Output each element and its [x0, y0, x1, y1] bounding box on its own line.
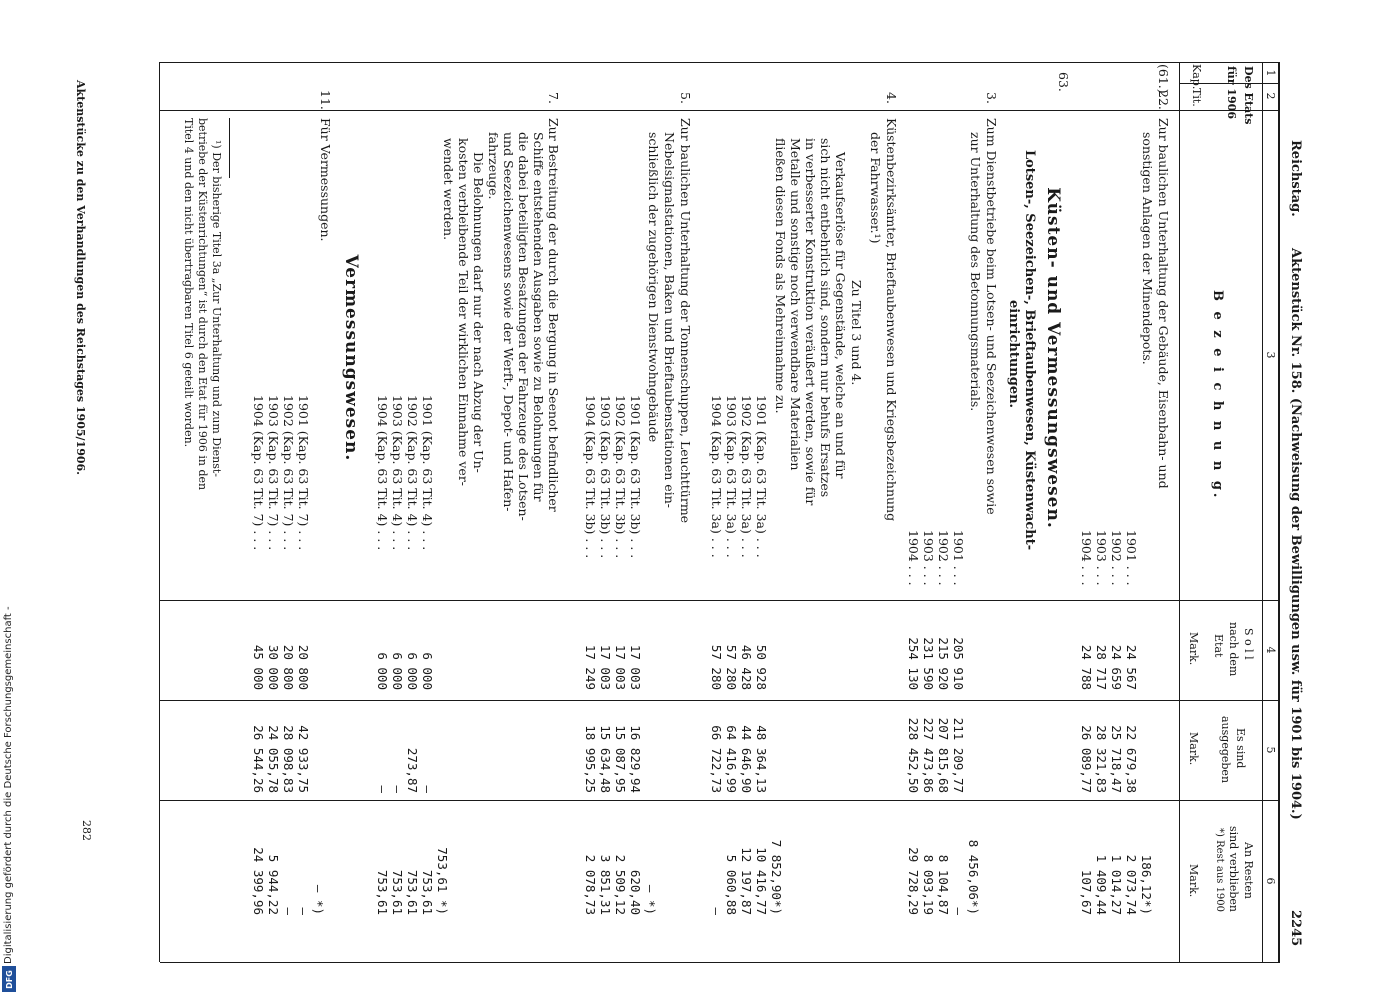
col3-rule	[160, 600, 1280, 601]
b7-text-2: Schiffe entstehenden Ausgaben sowie zu Belohnungen für	[531, 132, 546, 502]
digitization-note: Digitalisierung gefördert durch die Deutsche Forschungsgemeinschaft -	[3, 606, 14, 964]
b4-year-1902: 1902 (Kap. 63 Tit. 3a) . . .	[739, 395, 754, 558]
b11-ausgegeben-1904: 26 544,26	[251, 725, 266, 793]
b3-year-1904: 1904 . . .	[906, 530, 921, 586]
b7-text-1: Zur Bestreitung der durch die Bergung in Seenot befindlicher	[546, 118, 561, 512]
b11-soll-1901: 20 800	[296, 644, 311, 690]
b7-soll-1901: 6 000	[420, 652, 435, 690]
b7-ausgegeben-1901: —	[420, 785, 435, 793]
b4-year-1901: 1901 (Kap. 63 Tit. 3a) . . .	[754, 395, 769, 558]
b11-ausgegeben-1901: 42 933,75	[296, 725, 311, 793]
header-etat-1: Des Etats	[1242, 66, 1255, 125]
b3-rest-total: 29 728,29	[906, 847, 921, 915]
tit-22: 22.	[1156, 90, 1171, 110]
footnote-line-3: Titel 4 und den nicht übertragbaren Titel 6 geteilt worden.	[182, 118, 195, 448]
b5-soll-1903: 17 003	[598, 644, 613, 690]
b4-rest-1903: 12 197,87	[739, 847, 754, 915]
header-etat-2: für 1906	[1225, 66, 1238, 119]
b5-year-1902: 1902 (Kap. 63 Tit. 3b) . . .	[613, 395, 628, 559]
b4-note-3: in verbesserter Konstruktion veräußert werden, sowie für	[803, 138, 818, 506]
b4-note-2: sich nicht entbehrlich sind, sondern nur behufs Ersatzes	[818, 138, 833, 498]
b5-ausgegeben-1904: 18 995,25	[583, 725, 598, 793]
b7-rest-1901: 753,61 *)	[435, 847, 450, 915]
col4-rule	[160, 700, 1280, 701]
section-kuesten-title: Küsten- und Vermessungswesen.	[1043, 187, 1063, 529]
b4-rest-1902: 10 416,77	[754, 847, 769, 915]
b7-text-3: die dabei beteiligten Besatzungen der Fahrzeuge des Lotsen-	[516, 132, 531, 521]
b22-rest-1903: 1 014,27	[1109, 854, 1124, 915]
b3-ausgegeben-1902: 207 815,68	[936, 717, 951, 793]
b4-text-2: der Fahrwasser.¹)	[868, 132, 883, 244]
header-bezeichnung: B e z e i c h n u n g.	[1210, 290, 1225, 501]
header-reste-unit: Mark.	[1187, 864, 1200, 898]
section-kuesten-sub-2: einrichtungen.	[1006, 300, 1021, 409]
bottom-line: Aktenstücke zu den Verhandlungen des Reichstages 1905/1906.	[74, 80, 87, 475]
b5-year-1903: 1903 (Kap. 63 Tit. 3b) . . .	[598, 395, 613, 559]
header-ausgegeben-1: Es sind	[1234, 728, 1247, 769]
b22-rest-total: 107,67	[1079, 869, 1094, 915]
b3-rest-1904: 8 093,19	[921, 854, 936, 915]
b11-rest-1903: —	[281, 907, 296, 915]
b3-text-2: zur Unterhaltung des Betonnungsmaterials.	[968, 132, 983, 412]
b22-year-1901: 1901 . . .	[1124, 530, 1139, 586]
b22-text-2: sonstigen Anlagen der Minendepots.	[1140, 132, 1155, 365]
b3-ausgegeben-1904: 228 452,50	[906, 717, 921, 793]
column-number-3: 3	[1264, 351, 1277, 359]
tit-7: 7.	[546, 92, 561, 104]
tit-3: 3.	[984, 92, 999, 104]
b22-soll-1901: 24 567	[1124, 644, 1139, 690]
table-top-rule	[1278, 62, 1280, 962]
b7-rest-1903: 753,61	[405, 869, 420, 915]
b7-text-8: wendet werden.	[441, 138, 456, 241]
section-vermessung-title: Vermessungswesen.	[341, 254, 361, 462]
b4-note-4: Metalle und sonstige noch verwendbare Materialien	[788, 138, 803, 471]
header-reste-2: sind verblieben	[1227, 826, 1240, 912]
b22-ausgegeben-1902: 25 718,47	[1109, 725, 1124, 793]
b22-ausgegeben-1901: 22 679,38	[1124, 725, 1139, 793]
b7-text-5: fahrzeuge.	[486, 132, 501, 200]
column-number-2: 2	[1264, 92, 1277, 100]
b4-ausgegeben-1902: 44 646,90	[739, 725, 754, 793]
b7-soll-1902: 6 000	[405, 652, 420, 690]
header-soll-unit: Mark.	[1187, 632, 1200, 666]
b22-ausgegeben-1904: 26 089,77	[1079, 725, 1094, 793]
b3-soll-1903: 231 590	[921, 637, 936, 690]
b11-text-1: Für Vermessungen.	[318, 118, 333, 242]
header-ausgegeben-unit: Mark.	[1187, 732, 1200, 766]
b7-soll-1903: 6 000	[390, 652, 405, 690]
b7-year-1903: 1903 (Kap. 63 Tit. 4) . . .	[390, 395, 405, 551]
b4-year-1903: 1903 (Kap. 63 Tit. 3a) . . .	[724, 395, 739, 558]
b11-year-1903: 1903 (Kap. 63 Tit. 7) . . .	[266, 395, 281, 551]
b7-year-1901: 1901 (Kap. 63 Tit. 4) . . .	[420, 395, 435, 551]
b7-ausgegeben-1902: 273,87	[405, 747, 420, 793]
b11-year-1904: 1904 (Kap. 63 Tit. 7) . . .	[251, 395, 266, 551]
b4-rest-total: —	[709, 907, 724, 915]
b4-year-1904: 1904 (Kap. 63 Tit. 3a) . . .	[709, 395, 724, 558]
column-number-4: 4	[1264, 646, 1277, 654]
b4-soll-1904: 57 280	[709, 644, 724, 690]
col2-rule	[160, 110, 1280, 111]
tit-11: 11.	[318, 90, 333, 110]
b3-rest-1902: —	[951, 907, 966, 915]
b4-note-head: Zu Titel 3 und 4.	[849, 280, 864, 386]
b5-year-1904: 1904 (Kap. 63 Tit. 3b) . . .	[583, 395, 598, 559]
footnote-line-1: ¹) Der bisherige Titel 3a „Zur Unterhaltung und zum Dienst-	[210, 140, 223, 477]
column-number-1: 1	[1264, 69, 1277, 77]
b11-soll-1902: 20 800	[281, 644, 296, 690]
header-soll-1: S o l l	[1242, 628, 1255, 660]
b22-text-1: Zur baulichen Unterhaltung der Gebäude, Eisenbahn- und	[1156, 118, 1171, 489]
header-reste-1: An Resten	[1242, 842, 1255, 899]
section-kuesten-sub-1: Lotsen-, Seezeichen-, Brieftaubenwesen, Küstenwacht-	[1022, 150, 1037, 551]
b7-ausgegeben-1904: —	[375, 785, 390, 793]
b11-year-1901: 1901 (Kap. 63 Tit. 7) . . .	[296, 395, 311, 551]
b5-rest-1902: 620,40	[628, 869, 643, 915]
b4-text-1: Küstenbezirksämter, Brieftaubenwesen und Kriegsbezeichnung	[884, 118, 899, 522]
header-soll-3: Etat	[1212, 634, 1225, 658]
col5-rule	[160, 800, 1280, 801]
b11-rest-1901: — *)	[311, 884, 326, 915]
b11-soll-1904: 45 000	[251, 644, 266, 690]
b3-year-1902: 1902 . . .	[936, 530, 951, 586]
b5-text-2: Nebelsignalstationen, Baken und Brieftaubenstationen ein-	[662, 132, 677, 508]
b3-soll-1902: 215 920	[936, 637, 951, 690]
kap-63: 63.	[1056, 72, 1071, 92]
b22-soll-1904: 24 788	[1079, 644, 1094, 690]
header-left: Reichstag.	[1288, 140, 1303, 217]
footnote-line-2: betriebe der Küstenrichtungen“ ist durch den Etat für 1906 in den	[196, 118, 209, 491]
b11-soll-1903: 30 000	[266, 644, 281, 690]
scan-page-number: 282	[80, 820, 93, 841]
b5-rest-1903: 2 509,12	[613, 854, 628, 915]
b7-rest-total: 753,61	[375, 869, 390, 915]
header-bottom-rule	[1179, 62, 1180, 962]
b7-soll-1904: 6 000	[375, 652, 390, 690]
b5-year-1901: 1901 (Kap. 63 Tit. 3b) . . .	[628, 395, 643, 559]
header-title: Aktenstück Nr. 158. (Nachweisung der Bewilligungen usw. für 1901 bis 1904.)	[1288, 248, 1303, 820]
b5-rest-1904: 3 851,31	[598, 854, 613, 915]
column-number-5: 5	[1264, 746, 1277, 754]
tit-4: 4.	[884, 92, 899, 104]
b4-soll-1901: 50 928	[754, 644, 769, 690]
b3-rest-1903: 8 104,87	[936, 854, 951, 915]
b7-ausgegeben-1903: —	[390, 785, 405, 793]
b4-ausgegeben-1901: 48 364,13	[754, 725, 769, 793]
b7-text-7: kosten verbleibende Teil der wirklichen Einnahme ver-	[456, 138, 471, 487]
header-soll-2: nach dem	[1227, 622, 1240, 677]
b22-ausgegeben-1903: 28 321,83	[1094, 725, 1109, 793]
b4-ausgegeben-1903: 64 416,99	[724, 725, 739, 793]
b11-year-1902: 1902 (Kap. 63 Tit. 7) . . .	[281, 395, 296, 551]
header-tit: Tit.	[1190, 88, 1203, 107]
b22-year-1903: 1903 . . .	[1094, 530, 1109, 586]
b22-rest-1902: 2 073,74	[1124, 854, 1139, 915]
b3-soll-1901: 205 910	[951, 637, 966, 690]
header-reste-3: *) Rest aus 1900	[1214, 828, 1225, 913]
b7-year-1904: 1904 (Kap. 63 Tit. 4) . . .	[375, 395, 390, 551]
b3-ausgegeben-1903: 227 473,86	[921, 717, 936, 793]
b5-rest-total: 2 078,73	[583, 854, 598, 915]
b7-year-1902: 1902 (Kap. 63 Tit. 4) . . .	[405, 395, 420, 551]
b7-text-6: Die Belohnungen darf nur der nach Abzug der Un-	[471, 152, 486, 473]
b4-rest-1901: 7 852,90*)	[769, 839, 784, 915]
b4-soll-1902: 46 428	[739, 644, 754, 690]
tit-5: 5.	[678, 92, 693, 104]
b3-year-1903: 1903 . . .	[921, 530, 936, 586]
b4-note-5: fließen diesen Fonds als Mehreinnahme zu.	[773, 138, 788, 414]
b3-soll-1904: 254 130	[906, 637, 921, 690]
b5-soll-1902: 17 003	[613, 644, 628, 690]
b4-ausgegeben-1904: 66 722,73	[709, 725, 724, 793]
b3-text-1: Zum Dienstbetriebe beim Lotsen- und Seezeichenwesen sowie	[984, 118, 999, 515]
b7-rest-1902: 753,61	[420, 869, 435, 915]
column-number-rule	[1262, 62, 1263, 962]
b22-soll-1903: 28 717	[1094, 644, 1109, 690]
b5-text-1: Zur baulichen Unterhaltung der Tonnenschuppen, Leuchttürme	[678, 118, 693, 524]
b22-year-1902: 1902 . . .	[1109, 530, 1124, 586]
b5-ausgegeben-1903: 15 634,48	[598, 725, 613, 793]
b11-rest-1902: —	[296, 907, 311, 915]
b5-rest-1901: — *)	[643, 884, 658, 915]
table-bottom-rule	[159, 62, 160, 962]
b11-rest-1904: 5 944,22	[266, 854, 281, 915]
column-number-6: 6	[1264, 877, 1277, 885]
header-page-number: 2245	[1288, 910, 1303, 947]
b22-soll-1902: 24 659	[1109, 644, 1124, 690]
dfg-logo	[2, 966, 16, 992]
footnote-rule	[229, 118, 230, 178]
kap-61: (61.)	[1156, 64, 1171, 94]
b4-note-1: Verkaufserlöse für Gegenstände, welche an und für	[833, 152, 848, 479]
header-ausgegeben-2: ausgegeben	[1219, 716, 1232, 784]
b11-ausgegeben-1903: 24 055,78	[266, 725, 281, 793]
b5-text-3: schließlich der zugehörigen Dienstwohngebäude	[646, 132, 661, 443]
b4-rest-1904: 5 060,88	[724, 854, 739, 915]
b3-year-1901: 1901 . . .	[951, 530, 966, 586]
b5-ausgegeben-1902: 15 087,95	[613, 725, 628, 793]
b7-text-4: und Seezeichenwesens sowie der Werft-, Depot- und Hafen-	[501, 132, 516, 512]
b22-year-1904: 1904 . . .	[1079, 530, 1094, 586]
b3-rest-1901: 8 456,06*)	[966, 839, 981, 915]
b5-ausgegeben-1901: 16 829,94	[628, 725, 643, 793]
b7-rest-1904: 753,61	[390, 869, 405, 915]
dfg-logo-text: DFG	[4, 969, 14, 989]
header-kap: Kap.	[1190, 64, 1203, 90]
b11-ausgegeben-1902: 28 098,83	[281, 725, 296, 793]
b22-rest-1901: 186,12*)	[1139, 854, 1154, 915]
b11-rest-total: 24 399,96	[251, 847, 266, 915]
table-left-rule	[160, 62, 1280, 63]
table-right-rule	[160, 962, 1280, 963]
b5-soll-1901: 17 003	[628, 644, 643, 690]
b5-soll-1904: 17 249	[583, 644, 598, 690]
b22-rest-1904: 1 409,44	[1094, 854, 1109, 915]
b3-ausgegeben-1901: 211 209,77	[951, 717, 966, 793]
b4-soll-1903: 57 280	[724, 644, 739, 690]
